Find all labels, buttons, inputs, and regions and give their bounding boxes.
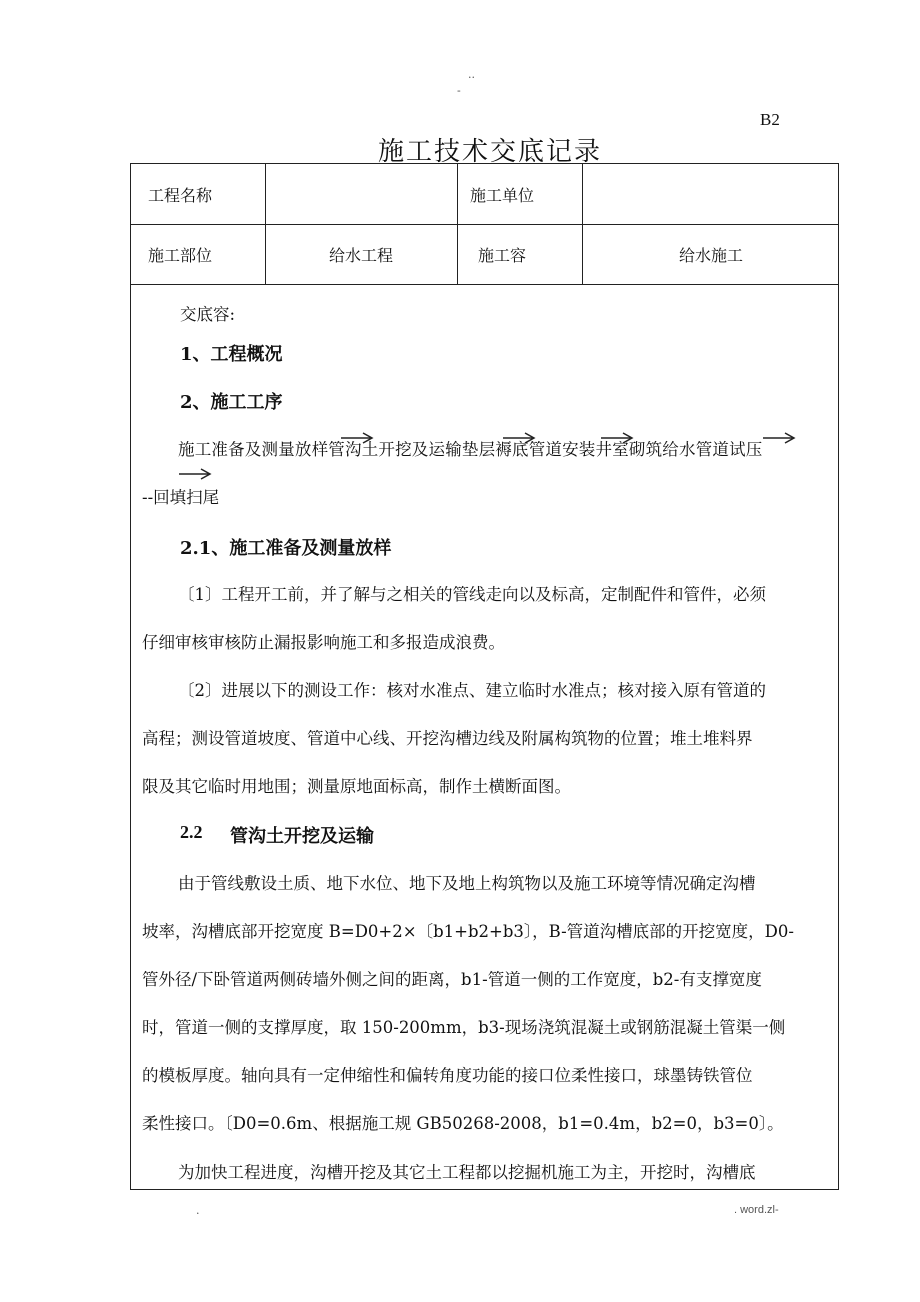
page-title: 施工技术交底记录 [378,137,603,167]
paragraph-line: 管外径/下卧管道两侧砖墙外侧之间的距离，b1-管道一侧的工作宽度，b2-有支撑宽度 [142,970,762,989]
footer-left-mark: . [196,1204,200,1217]
paragraph-line: 的模板厚度。轴向具有一定伸缩性和偏转角度功能的接口位柔性接口，球墨铸铁管位 [142,1066,753,1085]
column-divider [582,164,583,284]
paragraph-line: 时，管道一侧的支撑厚度，取 150-200mm，b3-现场浇筑混凝土或钢筋混凝土管渠一侧 [142,1018,786,1037]
process-line-2: --回填扫尾 [142,488,220,507]
row-divider [131,224,838,225]
label-construction-content: 施工容 [478,246,527,265]
paragraph-line: 限及其它临时用地围；测量原地面标高，制作土横断面图。 [142,777,571,796]
row-divider [131,284,838,285]
paragraph-line: 高程；测设管道坡度、管道中心线、开挖沟槽边线及附属构筑物的位置；堆土堆料界 [142,729,753,748]
section-number-2-2: 2.2 [180,822,203,842]
section-heading-2-1: 2.1、施工准备及测量放样 [180,538,392,559]
paragraph-line: 为加快工程进度，沟槽开挖及其它土工程都以挖掘机施工为主，开挖时，沟槽底 [178,1163,756,1182]
section-heading-2: 2、施工工序 [180,392,283,413]
content-intro: 交底容: [180,305,236,324]
dash-mark: - [457,84,461,97]
value-construction-part: 给水工程 [328,246,393,265]
column-divider [457,164,458,284]
paragraph-line: 〔1〕工程开工前，并了解与之相关的管线走向以及标高，定制配件和管件，必须 [178,585,766,604]
label-project-name: 工程名称 [148,186,213,205]
arrow-icon [762,431,796,445]
footer-text: . word.zl- [734,1204,779,1216]
paragraph-line: 仔细审核审核防止漏报影响施工和多报造成浪费。 [142,633,505,652]
form-code: B2 [760,110,780,129]
label-construction-unit: 施工单位 [470,186,535,205]
paragraph-line: 由于管线敷设土质、地下水位、地下及地上构筑物以及施工环境等情况确定沟槽 [178,874,756,893]
paragraph-line: 〔2〕进展以下的测设工作：核对水准点、建立临时水准点；核对接入原有管道的 [178,681,766,700]
process-line-1: 施工准备及测量放样管沟土开挖及运输垫层褥底管道安装井室砌筑给水管道试压 [178,440,763,459]
paragraph-line: 柔性接口。〔D0=0.6m、根据施工规 GB50268-2008，b1=0.4m，b2=0，b3=0〕。 [142,1114,784,1133]
label-construction-part: 施工部位 [148,246,213,265]
paragraph-line: 坡率，沟槽底部开挖宽度 B=D0+2×〔b1+b2+b3〕，B-管道沟槽底部的开挖宽度，D0- [142,922,794,941]
arrow-icon [178,467,212,481]
top-mark: .. [468,68,475,81]
value-construction-content: 给水施工 [678,246,743,265]
section-heading-2-2: 管沟土开挖及运输 [230,826,374,847]
column-divider [265,164,266,284]
section-heading-1: 1、工程概况 [180,344,283,365]
